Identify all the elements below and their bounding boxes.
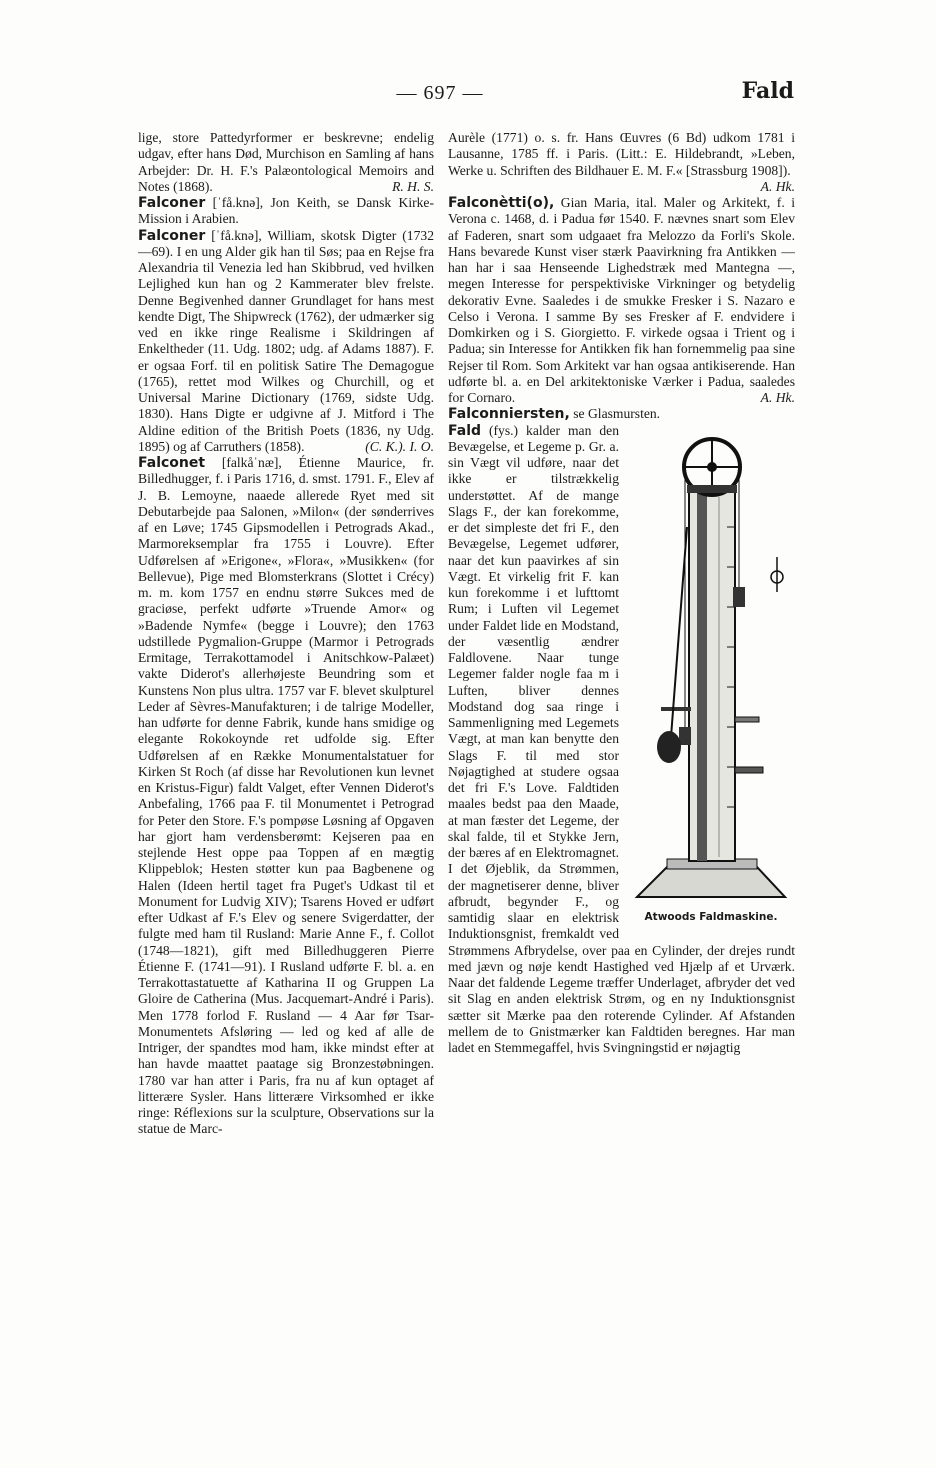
entry-signature: (C. K.). I. O. bbox=[365, 438, 434, 454]
entry-falconer-william bbox=[138, 228, 434, 456]
entry-text: se Glasmursten. bbox=[573, 406, 661, 422]
page-number: — 697 — bbox=[396, 82, 484, 104]
entry-continuation bbox=[448, 130, 795, 195]
entry-headword: Falconer bbox=[138, 195, 206, 211]
entry-text: (fys.) kalder man den Bevægelse, et Legeme p. Gr. a. sin Vægt vil udføre, naar det ikke er tilstrækkelig understøttet. Af de mange Slags F., der kan forekomme, er det simpleste det fri F., den Bevægelse, Legemet udfører, naar det kun paavirkes af sin Vægt. Et virkelig frit F. kan kun forekomme i et lufttomt Rum; i Luften vil Legemet under Faldet lide en Modstand, der væsentlig ændrer Faldlovene. Naar tunge Legemer falder nogle faa m i Luften, bliver dennes Modstand dog saa ringe i Sammenligning med Legemets Vægt, at man kan benytte den Slags F. til med stor Nøjagtighed at studere ogsaa det fri F.'s Love. Faldtiden maales bedst paa den Maade, at man fæster det Legeme, der skal falde, til et Stykke Jern, der bæres af en Elektromagnet. I det Øjeblik, da Strømmen, der magnetiserer denne, bliver afbrudt, begynder F., og samtidig slaar en elektrisk Induktionsgnist, fremkaldt ved Strømmens Afbrydelse, over paa en Cylinder, der drejes rundt med jævn og nøje kendt Hastighed ved Hjælp af et Urværk. Naar det faldende Legeme træffer Underlaget, afbryder det ved sit Slag en anden elektrisk Strøm, og en ny Induktionsgnist sætter sit Mærke paa den roterende Cylinder. Af Afstanden mellem de to Gnistmærker kan Faldtiden beregnes. Har man ladet en Stemmegaffel, hvis Svingningstid er nøjagtig bbox=[448, 422, 795, 1055]
entry-headword: Falconer bbox=[138, 227, 206, 244]
entry-signature: A. Hk. bbox=[760, 178, 795, 194]
entry-signature: A. Hk. bbox=[760, 390, 795, 405]
entry-text: Gian Maria, ital. Maler og Arkitekt, f. i Verona c. 1468, d. i Padua før 1540. F. nævnes snart som Elev af Faderen, snart som udgaaet fra Melozzo da Forli's Skole. Hans bevarede Kunst viser stærk Paavirkning fra Antikken — han har i saa Henseende Lighedstræk med Mantegna —, megen Interesse for perspektiviske Virkninger og betydelig dekorativ Evne. Saaledes i de smukke Fresker i S. Nazaro e Celso i Verona. I samme By ses Fresker af F. endvidere i Domkirken og i S. Giorgietto. F. virkede ogsaa i Trient og i Padua; sin Interesse for Antikken fik han fornemmelig paa sine Rejser til Rom. Som Arkitekt var han ogsaa antikiserende. Han udførte bl. a. en Del arkitektoniske Værker i Padua, saaledes for Cornaro. bbox=[448, 195, 795, 405]
entry-signature: R. H. S. bbox=[392, 178, 434, 194]
atwood-machine-illustration-icon bbox=[627, 427, 795, 907]
running-head: Fald bbox=[741, 78, 794, 104]
entry-text: [ˈfå.knə], Jon Keith, se Dansk Kirke-Mission i Arabien. bbox=[138, 195, 434, 227]
entry-falconet bbox=[138, 455, 434, 1138]
right-column bbox=[448, 130, 795, 1360]
entry-text: [falkåˈnæ], Étienne Maurice, fr. Billedhugger, f. i Paris 1716, d. smst. 1791. F., Elev af J. B. Lemoyne, naaede allerede Ryet med sit Debutarbejde paa Salonen, »Milon« (der sønderrives af en Løve; 1745 Gipsmodellen i Petrograds Akad., Marmoreksemplar fra 1755 i Louvre). Efter Udførelsen af »Erigone«, »Flora«, »Musikken« (for Bellevue), Pige med Blomsterkrans (Slottet i Crécy) m. m. kom 1757 en endnu større Sukces med de graciøse, perfekt udførte »Truende Amor« og »Badende Nymfe« (begge i Louvre); den 1763 udstillede Pygmalion-Gruppe (Marmor i Petrograds Ermitage, Terrakottamodel i Anitschkow-Palæet) vakte Diderot's allerhøjeste Beundring som et Kunstens Non plus ultra. 1757 var F. blevet skulpturel Leder af Sèvres-Manufakturen; i de talrige Modeller, han udførte for denne Fabrik, kunde hans smidige og elegante Rokokoynde ret udfolde sig. Efter Udførelsen af en Række Monumentalstatuer for Kirken St Roch (af disse har Revolutionen kun levnet en Kristus-Figur) faldt Valget, efter Vennen Diderot's Anbefaling, 1766 paa F. til Monumentet i Petrograd for Peter den Store. F.'s pompøse Løsning af Opgaven har gjort ham verdensberømt: Kejseren paa en stejlende Hest oppe paa Toppen af en mægtig Klippeblok; Hesten støtter kun paa Bagbenene og Halen (Ideen hertil taget fra Puget's Udkast til et Monument for Ludvig XIV); Tsarens Hoved er udført efter Udkast af F.'s Elev og senere Svigerdatter, der fulgte med ham til Rusland: Marie Anne F., f. Collot (1748—1821), gift med Billedhuggeren Pierre Étienne F. (1741—91). I Rusland udførte F. bl. a. en Terrakottastatuette af Katharina II og Gruppen La Gloire de Catherina (Mus. Jacquemart-André i Paris). Men 1778 forlod F. Rusland — 4 Aar før Tsar-Monumentets Afsløring — led og ked af alle de Intriger, der spandtes mod ham, ikke mindst efter at han havde maattet paatage sig Bronzestøbningen. 1780 var han atter i Paris, fra nu af kun optaget af litterære Sysler. Hans litterære Virksomhed er ikke ringe: Réflexions sur la sculpture, Observations sur la statue de Marc- bbox=[138, 455, 434, 1137]
entry-continuation bbox=[138, 130, 434, 195]
entry-headword: Fald bbox=[448, 422, 482, 439]
entry-text: Aurèle (1771) o. s. fr. Hans Œuvres (6 Bd) udkom 1781 i Lausanne, 1785 ff. i Paris. (Litt.: E. Hildebrandt, »Leben, Werke u. Schriften des Bildhauer E. M. F.« [Strassburg 1908]). bbox=[448, 130, 795, 178]
figure-caption: Atwoods Faldmaskine. bbox=[644, 910, 778, 923]
entry-falconetti bbox=[448, 195, 795, 406]
entry-fald bbox=[448, 423, 795, 1057]
entry-text: lige, store Pattedyrformer er beskrevne; endelig udgav, efter hans Død, Murchison en Samling af hans Arbejder: Dr. H. F.'s Palæontological Memoirs and Notes (1868). bbox=[138, 130, 434, 194]
left-column bbox=[138, 130, 434, 1360]
entry-headword: Falconniersten, bbox=[448, 406, 570, 423]
entry-text: [ˈfå.knə], William, skotsk Digter (1732—69). I en ung Alder gik han til Søs; paa en Rejse fra Alexandria til Venezia led han Skibbrud, ved hvilken Lejlighed kun han og 2 Kammerater blev frelste. Denne Begivenhed danner Grundlaget for hans mest kendte Digt, The Shipwreck (1762), der udmærker sig ved en ikke ringe Realisme i Skildringen af Enkeltheder (11. Udg. 1802; udg. af Adams 1887). F. er ogsaa Forf. til en politisk Satire The Demagogue (1765), rettet mod Wilkes og Churchill, og et Universal Marine Dictionary (1769, sidste Udg. 1830). Hans Digte er udgivne af J. Mitford i The Aldine edition of the British Poets (1836, ny Udg. 1895) og af Carruthers (1858). bbox=[138, 227, 434, 454]
entry-headword: Falconètti(o), bbox=[448, 195, 555, 211]
entry-falconniersten bbox=[448, 406, 795, 422]
atwood-machine-figure bbox=[627, 427, 795, 925]
entry-headword: Falconet bbox=[138, 455, 206, 471]
entry-falconer-jon-keith bbox=[138, 195, 434, 228]
